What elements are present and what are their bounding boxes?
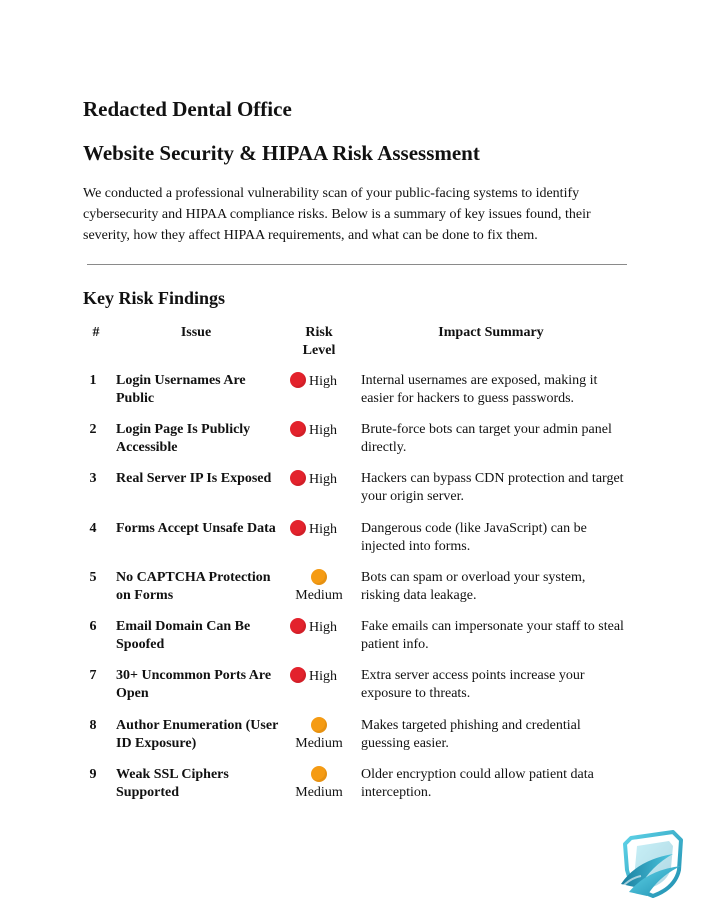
row-issue: Login Page Is Publicly Accessible xyxy=(116,422,251,455)
risk-level-cell xyxy=(288,569,350,605)
row-number: 4 xyxy=(89,521,97,536)
row-impact: Dangerous code (like JavaScript) can be injected into forms. xyxy=(361,521,587,554)
row-issue: 30+ Uncommon Ports Are Open xyxy=(116,668,272,701)
risk-level-cell xyxy=(290,520,352,539)
risk-level-cell xyxy=(288,717,350,753)
table-row xyxy=(0,618,709,662)
row-impact: Makes targeted phishing and credential guessing easier. xyxy=(361,718,581,751)
risk-level-cell xyxy=(288,766,350,802)
table-row xyxy=(0,667,709,711)
red-circle-icon xyxy=(290,618,306,634)
red-circle-icon xyxy=(290,667,306,683)
document-title-office: Redacted Dental Office xyxy=(83,97,292,121)
row-impact: Fake emails can impersonate your staff to steal patient info. xyxy=(361,619,624,652)
risk-level-cell xyxy=(290,421,352,440)
table-row xyxy=(0,421,709,465)
risk-level-cell xyxy=(290,372,352,391)
header-impact-summary: Impact Summary xyxy=(438,325,544,340)
risk-level-label: Medium xyxy=(295,785,343,800)
row-number: 1 xyxy=(89,373,97,388)
row-number: 7 xyxy=(89,668,97,683)
row-impact: Older encryption could allow patient data interception. xyxy=(361,767,594,800)
row-impact: Extra server access points increase your exposure to threats. xyxy=(361,668,585,701)
row-issue: Weak SSL Ciphers Supported xyxy=(116,767,229,800)
risk-level-label: High xyxy=(309,472,337,487)
row-impact: Internal usernames are exposed, making it easier for hackers to guess passwords. xyxy=(361,373,598,406)
row-impact: Brute-force bots can target your admin panel directly. xyxy=(361,422,612,455)
row-number: 5 xyxy=(89,570,97,585)
section-divider xyxy=(87,264,627,265)
row-number: 8 xyxy=(89,718,97,733)
shield-logo-icon xyxy=(617,826,689,898)
orange-circle-icon xyxy=(311,569,327,585)
row-number: 6 xyxy=(89,619,97,634)
risk-level-label: High xyxy=(309,669,337,684)
risk-level-label: High xyxy=(309,522,337,537)
row-impact: Bots can spam or overload your system, risking data leakage. xyxy=(361,570,586,603)
row-number: 2 xyxy=(89,422,97,437)
header-risk-level: Risk Level xyxy=(302,325,336,358)
header-issue: Issue xyxy=(180,325,212,340)
intro-paragraph: We conducted a professional vulnerability scan of your public-facing systems to identify cybersecurity and HIPAA compliance risks. Below is a summary of key issues found, their severity, how they affect HIPAA requirements, and what can be done to fix them. xyxy=(83,186,591,243)
risk-level-cell xyxy=(290,618,352,637)
row-issue: No CAPTCHA Protection on Forms xyxy=(116,570,271,603)
row-issue: Login Usernames Are Public xyxy=(116,373,246,406)
red-circle-icon xyxy=(290,372,306,388)
risk-level-cell xyxy=(290,470,352,489)
table-row xyxy=(0,520,709,564)
red-circle-icon xyxy=(290,421,306,437)
document-title-assessment: Website Security & HIPAA Risk Assessment xyxy=(83,141,480,165)
risk-level-label: High xyxy=(309,423,337,438)
row-impact: Hackers can bypass CDN protection and target your origin server. xyxy=(361,471,624,504)
header-number: # xyxy=(92,325,100,340)
row-number: 9 xyxy=(89,767,97,782)
risk-level-cell xyxy=(290,667,352,686)
table-row xyxy=(0,766,709,810)
risk-level-label: High xyxy=(309,620,337,635)
table-row xyxy=(0,372,709,416)
red-circle-icon xyxy=(290,470,306,486)
orange-circle-icon xyxy=(311,766,327,782)
table-row xyxy=(0,569,709,613)
row-issue: Real Server IP Is Exposed xyxy=(116,471,272,486)
row-issue: Email Domain Can Be Spoofed xyxy=(116,619,251,652)
section-title: Key Risk Findings xyxy=(83,288,226,308)
orange-circle-icon xyxy=(311,717,327,733)
risk-level-label: Medium xyxy=(295,736,343,751)
risk-level-label: Medium xyxy=(295,588,343,603)
table-row xyxy=(0,470,709,514)
table-row xyxy=(0,717,709,761)
row-issue: Author Enumeration (User ID Exposure) xyxy=(116,718,279,751)
red-circle-icon xyxy=(290,520,306,536)
row-number: 3 xyxy=(89,471,97,486)
risk-level-label: High xyxy=(309,374,337,389)
row-issue: Forms Accept Unsafe Data xyxy=(116,521,276,536)
